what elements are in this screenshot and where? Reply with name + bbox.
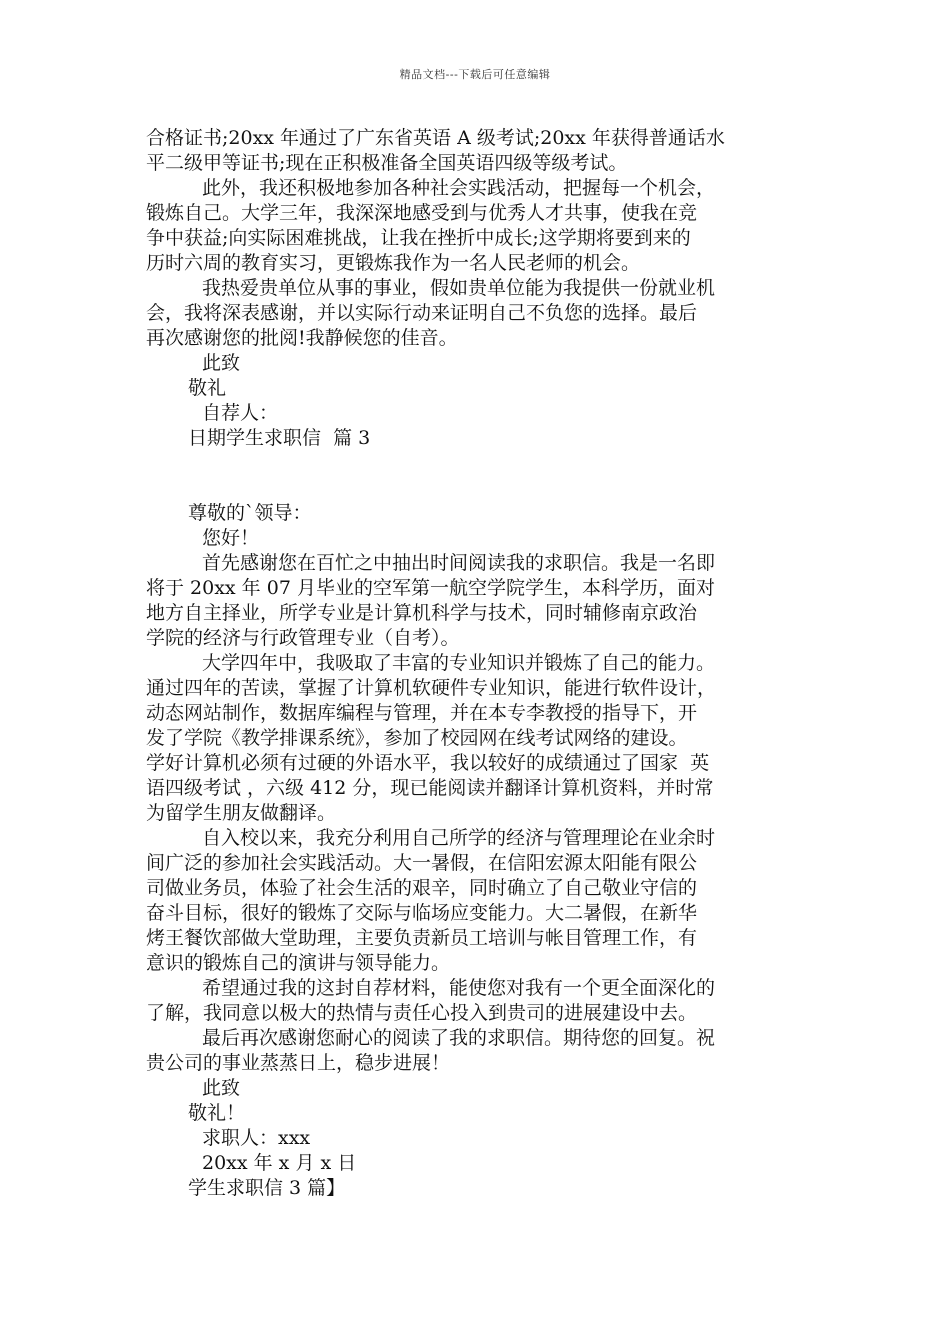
text-line: 此致 [202,1077,241,1099]
text-line: 再次感谢您的批阅!我静候您的佳音。 [146,327,458,349]
text-line: 动态网站制作，数据库编程与管理，并在本专李教授的指导下，开 [146,702,698,724]
page-header: 精品文档---下载后可任意编辑 [399,68,551,81]
text-line: 您好！ [202,527,260,549]
text-line: 希望通过我的这封自荐材料，能使您对我有一个更全面深化的 [202,977,716,999]
text-line: 语四级考试 ，六级 412 分，现已能阅读并翻译计算机资料，并时常 [146,777,714,799]
text-line: 大学四年中，我吸取了丰富的专业知识并锻炼了自己的能力。 [202,652,716,674]
text-line: 此致 [202,352,241,374]
text-line: 学生求职信 3 篇】 [188,1177,346,1199]
text-line: 学院的经济与行政管理专业（自考）。 [146,627,460,649]
text-line: 首先感谢您在百忙之中抽出时间阅读我的求职信。我是一名即 [202,552,716,574]
text-line: 合格证书;20xx 年通过了广东省英语 A 级考试;20xx 年获得普通话水 [146,127,725,149]
text-line: 争中获益;向实际困难挑战，让我在挫折中成长;这学期将要到来的 [146,227,691,249]
text-line: 会，我将深表感谢，并以实际行动来证明自己不负您的选择。最后 [146,302,698,324]
text-line: 敬礼！ [188,1102,246,1124]
text-line: 贵公司的事业蒸蒸日上，稳步进展！ [146,1052,451,1074]
text-line: 发了学院《教学排课系统》，参加了校园网在线考试网络的建设。 [146,727,688,749]
text-line: 平二级甲等证书;现在正积极准备全国英语四级等级考试。 [146,152,628,174]
text-line: 意识的锻炼自己的演讲与领导能力。 [146,952,451,974]
text-line: 锻炼自己。大学三年，我深深地感受到与优秀人才共事，使我在竞 [146,202,698,224]
text-line: 烤王餐饮部做大堂助理，主要负责新员工培训与帐目管理工作，有 [146,927,698,949]
text-line: 司做业务员，体验了社会生活的艰辛，同时确立了自己敬业守信的 [146,877,698,899]
text-line: 学好计算机必须有过硬的外语水平，我以较好的成绩通过了国家 英 [146,752,710,774]
text-line: 通过四年的苦读，掌握了计算机软硬件专业知识，能进行软件设计， [146,677,717,699]
text-line: 间广泛的参加社会实践活动。大一暑假，在信阳宏源太阳能有限公 [146,852,698,874]
text-line: 20xx 年 x 月 x 日 [202,1152,357,1174]
text-line: 尊敬的`领导： [188,502,312,524]
text-line: 求职人：xxx [202,1127,311,1149]
text-line: 此外，我还积极地参加各种社会实践活动，把握每一个机会， [202,177,716,199]
text-line: 敬礼 [188,377,227,399]
text-line: 最后再次感谢您耐心的阅读了我的求职信。期待您的回复。祝 [202,1027,716,1049]
text-line: 历时六周的教育实习，更锻炼我作为一名人民老师的机会。 [146,252,641,274]
text-line: 奋斗目标，很好的锻炼了交际与临场应变能力。大二暑假，在新华 [146,902,698,924]
text-line: 日期学生求职信 篇 3 [188,427,371,449]
text-line: 将于 20xx 年 07 月毕业的空军第一航空学院学生，本科学历，面对 [146,577,715,599]
text-line: 自荐人： [202,402,279,424]
text-line: 了解，我同意以极大的热情与责任心投入到贵司的进展建设中去。 [146,1002,698,1024]
text-line: 自入校以来，我充分利用自己所学的经济与管理理论在业余时 [202,827,716,849]
text-line: 地方自主择业，所学专业是计算机科学与技术，同时辅修南京政治 [146,602,698,624]
text-line: 我热爱贵单位从事的事业，假如贵单位能为我提供一份就业机 [202,277,716,299]
text-line: 为留学生朋友做翻译。 [146,802,337,824]
